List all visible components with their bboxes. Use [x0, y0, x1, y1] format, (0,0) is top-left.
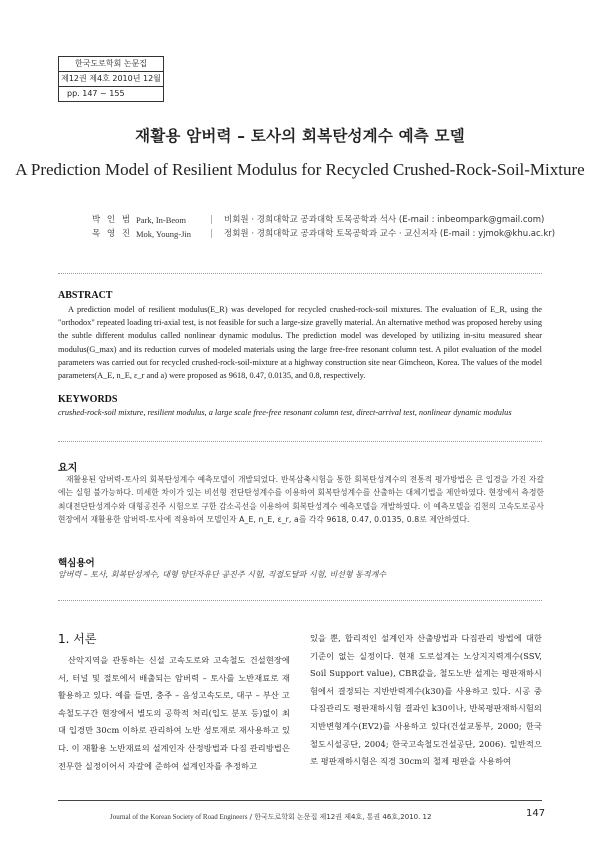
body-column-right: 있을 뿐, 합리적인 설계인자 산출방법과 다짐관리 방법에 대한 기준이 없는 실정이다. 현재 도로설계는 노상지지력계수(SSV, Soil Support value), CBR값을, 철도노반 설계는 평판재하시험에서 결정되는 지반반력계수(k30)를 사용하고 있다. 시공 중 다짐관리도 평판재하시험 결과인 k30이나, 반복평판재하시험의 지반변형계수(EV2)를 사용하고 있다(건설교통부, 2000; 한국철도시설공단, 2004; 한국고속철도건설공단, 2006). 일반적으로 평판재하시험은 직경 30cm의 철제 평판을 사용하여: [310, 633, 542, 767]
divider: |: [210, 229, 213, 239]
author-list: [92, 213, 555, 241]
yoji-heading: 요지: [58, 463, 78, 474]
title-korean: 재활용 암버력 – 토사의 회복탄성계수 예측 모델: [135, 127, 465, 145]
author-english-name: Park, In-Beom: [136, 215, 187, 225]
footer-rule: [58, 800, 542, 801]
page-number: 147: [526, 808, 546, 819]
keywords-korean-heading: 핵심용어: [58, 558, 95, 569]
divider: [58, 600, 542, 601]
author-affiliation: 정회원 · 경희대학교 공과대학 토목공학과 교수 · 교신저자 (E-mail : yjmok@khu.ac.kr): [224, 229, 556, 239]
title-english: A Prediction Model of Resilient Modulus for Recycled Crushed-Rock-Soil-Mixture: [15, 160, 585, 179]
keywords-text: crushed-rock-soil mixture, resilient modulus, a large scale free-free resonant column test, direct-arrival test, nonlinear dynamic modulus: [58, 408, 512, 417]
yoji-text: 재활용된 암버력-토사의 회복탄성계수 예측모델이 개발되었다. 반복삼축시험을 통한 회복탄성계수의 전통적 평가방법은 큰 입경을 가진 자갈에는 실험 불가능하다. 미세한 차이가 있는 비선형 전단탄성계수를 이용하여 회복탄성계수를 산출하는 대체기법을 제안하였다. 현장에서 측정한 최대전단탄성계수와 대형공진주 시험으로 구한 감소곡선을 이용하여 회복탄성계수 예측모델을 개발하였다. 이 예측모델을 김천의 고속도로공사현장에서 재활용한 암버력-토사에 적용하여 모델인자 A_E, n_E, ε_r, a를 각각 9618, 0.47, 0.0135, 0.8로 제안하였다.: [58, 475, 544, 524]
footer-citation: [110, 812, 431, 822]
journal-name: 한국도로학회 논문집: [59, 57, 163, 72]
author-row: [92, 227, 555, 241]
divider: [58, 273, 542, 274]
author-korean-name: 목 영 진: [92, 229, 133, 239]
body-column-left: 산악지역을 관통하는 신설 고속도로와 고속철도 건설현장에서, 터널 및 절토에서 배출되는 암버력 – 토사를 노반재료로 재활용하고 있다. 예를 들면, 충주 – 음성고속도로, 대구 – 부산 고속철도구간 현장에서 별도의 공학적 처리(입도 분포 등)없이 최대 입경만 30cm 이하로 관리하여 노반 성토재로 재사용하고 있다. 이 재활용 노반재료의 설계인자 산정방법과 다짐 관리방법은 전무한 실정이어서 자갈에 준하여 설계인자를 추정하고: [58, 655, 290, 771]
keywords-korean-text: 암버력 – 토사, 회복탄성계수, 대형 양단자유단 공진주 시험, 직접도달파 시험, 비선형 동적계수: [58, 570, 387, 579]
author-english-name: Mok, Young-Jin: [136, 229, 192, 239]
abstract-heading: ABSTRACT: [58, 290, 113, 301]
section-heading-introduction: 1. 서론: [58, 632, 97, 646]
divider: |: [210, 215, 213, 225]
journal-info-box: [58, 56, 164, 102]
footer-journal-korean: / 한국도로학회 논문집 제12권 제4호, 통권 46호,2010. 12: [247, 813, 432, 821]
author-korean-name: 박 인 범: [92, 215, 133, 225]
journal-volume: 제12권 제4호 2010년 12월: [59, 72, 163, 87]
author-row: [92, 213, 555, 227]
journal-pages: pp. 147 ~ 155: [67, 89, 125, 98]
author-affiliation: 비회원 · 경희대학교 공과대학 토목공학과 석사 (E-mail : inbeompark@gmail.com): [224, 215, 545, 225]
footer-journal-english: Journal of the Korean Society of Road Engineers: [110, 813, 248, 821]
keywords-heading: KEYWORDS: [58, 394, 118, 405]
abstract-text: A prediction model of resilient modulus(E_R) was developed for recycled crushed-rock-soil mixtures. The evaluation of E_R, using the "orthodox" repeated loading tri-axial test, is not feasible for such a large-size gravelly material. An alternative method was proposed hereby using the subtle different modulus called nonlinear dynamic modulus. The prediction model was developed by utilizing in-situ measured shear modulus(G_max) and its reduction curves of modeled materials using the large free-free resonant column test. A pilot evaluation of the model parameters was carried out for recycled crushed-rock-soil-mixture at a highway construction site near Gimcheon, Korea. The values of the model parameters(A_E, n_E, ε_r and a) were proposed as 9618, 0.47, 0.0135, and 0.8, respectively.: [58, 305, 542, 381]
divider: [58, 441, 542, 442]
